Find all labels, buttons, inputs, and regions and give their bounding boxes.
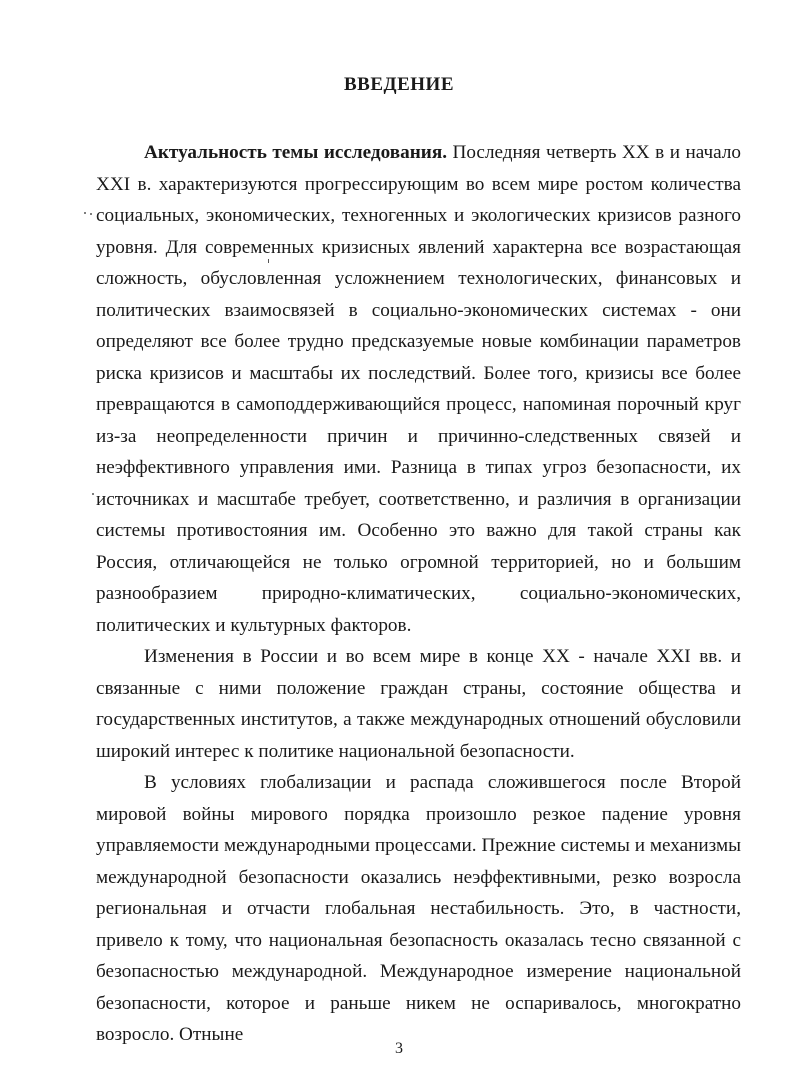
- page-number: 3: [395, 1040, 403, 1057]
- scan-speck: [268, 259, 269, 263]
- scan-speck: [84, 212, 86, 214]
- paragraph-1: [96, 137, 741, 641]
- scan-speck: [90, 213, 92, 215]
- paragraph-2: [96, 641, 741, 767]
- paragraph-text: Изменения в России и во всем мире в конце XX - начале XXI вв. и связанные с ними положение граждан страны, состояние общества и государственных институтов, а также международных отношений обусловили широкий интерес к политике национальной безопасности.: [96, 646, 741, 762]
- page-title: ВВЕДЕНИЕ: [344, 74, 454, 95]
- body-text: [96, 137, 741, 1051]
- paragraph-3: [96, 767, 741, 1051]
- paragraph-text: В условиях глобализации и распада сложившегося после Второй мировой войны мирового порядка произошло резкое падение уровня управляемости международными процессами. Прежние системы и механизмы международной безопасности оказались неэффективными, резко возросла региональная и отчасти глобальная нестабильность. Это, в частности, привело к тому, что национальная безопасность оказалась тесно связанной с безопасностью международной. Международное измерение национальной безопасности, которое и раньше никем не оспаривалось, многократно возросло. Отныне: [96, 772, 741, 1045]
- paragraph-text: Последняя четверть XX в и начало XXI в. характеризуются прогрессирующим во всем мире ростом количества социальных, экономических, техногенных и экологических кризисов разного уровня. Для современных кризисных явлений характерна все возрастающая сложность, обусловленная усложнением технологических, финансовых и политических взаимосвязей в социально-экономических системах - они определяют все более трудно предсказуемые новые комбинации параметров риска кризисов и масштабы их последствий. Более того, кризисы все более превращаются в самоподдерживающийся процесс, напоминая порочный круг из-за неопределенности причин и причинно-следственных связей и неэффективного управления ими. Разница в типах угроз безопасности, их источниках и масштабе требует, соответственно, и различия в организации системы противостояния им. Особенно это важно для такой страны как Россия, отличающейся не только огромной территорией, но и большим разнообразием природно-климатических, социально-экономических, политических и культурных факторов.: [96, 142, 741, 636]
- paragraph-lead: Актуальность темы исследования.: [144, 142, 447, 163]
- scan-speck: [92, 493, 94, 495]
